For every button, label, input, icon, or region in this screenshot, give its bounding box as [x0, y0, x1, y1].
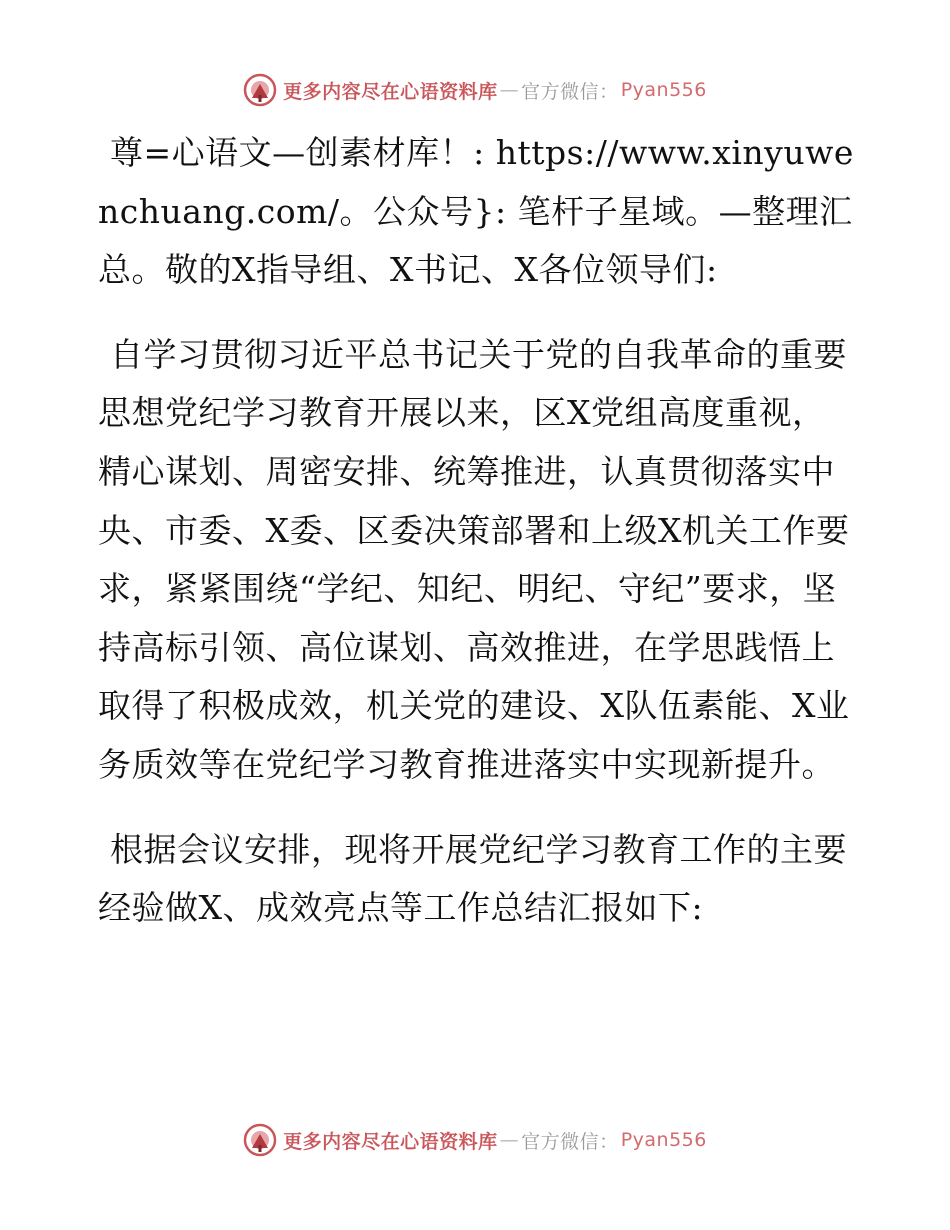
banner-wechat-label: 官方微信： [521, 1130, 619, 1153]
banner-wechat-id: Pyan556 [620, 79, 707, 101]
banner-site-name: 更多内容尽在心语资料库 [283, 80, 498, 103]
paragraph-summary: 自学习贯彻习近平总书记关于党的自我革命的重要思想党纪学习教育开展以来，区X党组高度重视，精心谋划、周密安排、统筹推进，认真贯彻落实中央、市委、X委、区委决策部署和上级X机关工作要求，紧紧围绕“学纪、知纪、明纪、守纪”要求，坚持高标引领、高位谋划、高效推进，在学思践悟上取得了积极成效，机关党的建设、X队伍素能、X业务质效等在党纪学习教育推进落实中实现新提升。 [98, 334, 850, 784]
banner-separator: — [499, 1129, 520, 1151]
tree-logo-icon [243, 1123, 277, 1157]
tree-logo-icon [243, 73, 277, 107]
document-body [98, 124, 858, 964]
footer-watermark-banner [0, 1120, 950, 1160]
banner-separator: — [499, 79, 520, 101]
banner-wechat-label: 官方微信： [521, 80, 619, 103]
header-watermark-banner [0, 70, 950, 110]
banner-wechat-id: Pyan556 [620, 1129, 707, 1151]
paragraph-report-intro: 根据会议安排，现将开展党纪学习教育工作的主要经验做X、成效亮点等工作总结汇报如下: [98, 829, 847, 928]
banner-site-name: 更多内容尽在心语资料库 [283, 1130, 498, 1153]
paragraph-salutation: 尊=心语文—创素材库！: https://www.xinyuwenchuang.com/。公众号}: 笔杆子星域。—整理汇总。敬的X指导组、X书记、X各位领导们: [98, 133, 854, 290]
